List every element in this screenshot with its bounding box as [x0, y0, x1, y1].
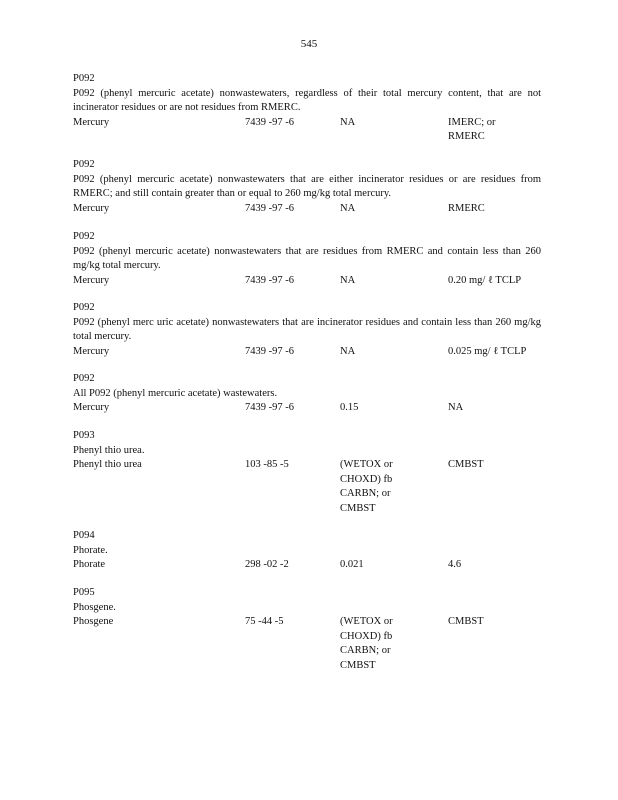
wastewater-standard: 0.15 [340, 402, 359, 413]
cas-number: 7439 -97 -6 [245, 274, 294, 286]
wastewater-standard: NA [340, 116, 356, 128]
waste-entry [73, 301, 541, 359]
constituent-name: Mercury [73, 202, 110, 214]
constituent-name: Phosgene [73, 616, 114, 627]
waste-description: All P092 (phenyl mercuric acetate) wastewaters. [73, 387, 278, 399]
constituent-row [73, 458, 541, 514]
waste-description: P092 (phenyl mercuric acetate) nonwastewaters, regardless of their total mercury content, that are not incinerator residues or are not residues from RMERC. [73, 87, 541, 113]
constituent-name: Mercury [73, 345, 110, 357]
waste-entry [73, 72, 541, 142]
waste-description: P092 (phenyl mercuric acetate) nonwastewaters that are residues from RMERC and contain less than 260 mg/kg total mercury. [73, 245, 541, 271]
waste-code: P092 [73, 231, 95, 242]
waste-code: P095 [73, 587, 95, 598]
cas-number: 7439 -97 -6 [245, 402, 294, 413]
constituent-name: Phenyl thio urea [73, 459, 142, 470]
cas-number: 298 -02 -2 [245, 559, 289, 570]
waste-description: Phenyl thio urea. [73, 444, 145, 456]
constituent-row [73, 274, 541, 289]
waste-description: P092 (phenyl mercuric acetate) nonwastewaters that are either incinerator residues or are residues from RMERC; and still contain greater than or equal to 260 mg/kg total mercury. [73, 173, 541, 199]
page-number: 545 [300, 38, 318, 50]
waste-entry [73, 372, 541, 416]
waste-code: P092 [73, 302, 95, 313]
cas-number: 75 -44 -5 [245, 616, 284, 627]
nonwastewater-standard: RMERC [448, 202, 485, 214]
waste-code: P094 [73, 530, 95, 541]
waste-entry [73, 529, 541, 573]
waste-description: Phosgene. [73, 601, 116, 613]
constituent-name: Phorate [73, 559, 106, 570]
wastewater-standard: NA [340, 202, 356, 214]
constituent-row [73, 401, 541, 416]
wastewater-standard: (WETOX or CHOXD) fb CARBN; or CMBST [340, 616, 393, 671]
nonwastewater-standard: 0.025 mg/ ℓ TCLP [448, 345, 527, 357]
constituent-row [73, 345, 541, 360]
nonwastewater-standard: 4.6 [448, 559, 462, 570]
wastewater-standard: 0.021 [340, 559, 364, 570]
waste-entry [73, 586, 541, 671]
waste-entry [73, 158, 541, 216]
constituent-row [73, 558, 541, 573]
cas-number: 7439 -97 -6 [245, 345, 294, 357]
nonwastewater-standard: CMBST [448, 616, 484, 627]
cas-number: 7439 -97 -6 [245, 202, 294, 214]
constituent-name: Mercury [73, 274, 110, 286]
constituent-row [73, 615, 541, 671]
waste-entry [73, 429, 541, 514]
waste-description: Phorate. [73, 544, 108, 556]
waste-description: P092 (phenyl merc uric acetate) nonwastewaters that are incinerator residues and contain less than 260 mg/kg total mercury. [73, 316, 541, 342]
constituent-name: Mercury [73, 116, 110, 128]
cas-number: 7439 -97 -6 [245, 116, 294, 128]
waste-entry [73, 230, 541, 288]
waste-code: P092 [73, 373, 95, 384]
waste-code: P092 [73, 73, 95, 84]
waste-code: P092 [73, 159, 95, 170]
nonwastewater-standard: CMBST [448, 459, 484, 470]
waste-code: P093 [73, 430, 95, 441]
wastewater-standard: (WETOX or CHOXD) fb CARBN; or CMBST [340, 459, 393, 514]
constituent-row [73, 202, 541, 217]
nonwastewater-standard: NA [448, 402, 464, 413]
constituent-name: Mercury [73, 402, 110, 413]
cas-number: 103 -85 -5 [245, 459, 289, 470]
wastewater-standard: NA [340, 274, 356, 286]
nonwastewater-standard: 0.20 mg/ ℓ TCLP [448, 274, 522, 286]
constituent-row [73, 116, 541, 142]
nonwastewater-standard: IMERC; or RMERC [448, 116, 496, 142]
wastewater-standard: NA [340, 345, 356, 357]
